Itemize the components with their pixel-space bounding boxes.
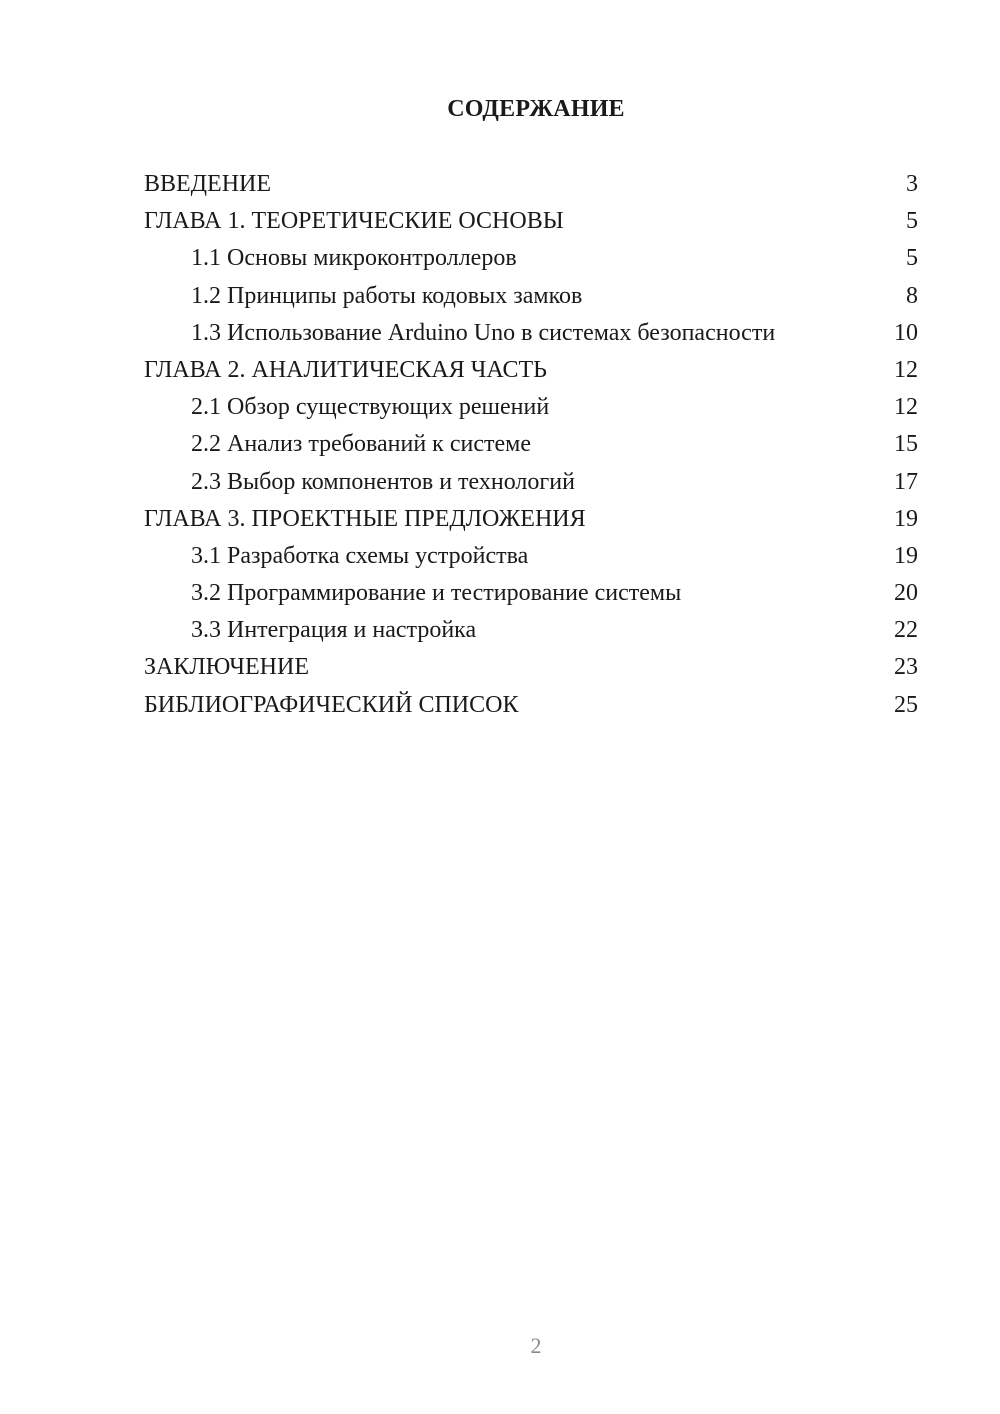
toc-entry-page: 3 xyxy=(906,171,918,197)
toc-entry-label: 2.1 Обзор существующих решений xyxy=(191,394,550,421)
toc-entry xyxy=(144,577,918,614)
page-number: 2 xyxy=(530,1333,542,1358)
toc-entry-label: ВВЕДЕНИЕ xyxy=(144,171,272,197)
table-of-contents xyxy=(144,168,918,726)
toc-entry xyxy=(144,242,918,279)
toc-entry-label: БИБЛИОГРАФИЧЕСКИЙ СПИСОК xyxy=(144,691,519,718)
toc-entry-page: 25 xyxy=(894,691,918,718)
toc-entry-label: 3.3 Интеграция и настройка xyxy=(191,617,477,644)
toc-entry xyxy=(144,540,918,577)
toc-entry-page: 5 xyxy=(906,245,918,272)
toc-entry-page: 10 xyxy=(894,319,918,346)
toc-entry xyxy=(144,168,918,205)
toc-entry-page: 17 xyxy=(894,468,918,495)
toc-entry xyxy=(144,280,918,317)
toc-entry-label: 1.1 Основы микроконтроллеров xyxy=(191,245,517,272)
toc-entry-label: 3.1 Разработка схемы устройства xyxy=(191,542,529,569)
toc-entry-label: ЗАКЛЮЧЕНИЕ xyxy=(144,654,309,681)
toc-entry xyxy=(144,317,918,354)
toc-entry xyxy=(144,614,918,651)
toc-entry-page: 12 xyxy=(894,394,918,421)
toc-entry-label: 3.2 Программирование и тестирование системы xyxy=(191,580,682,607)
toc-entry-label: ГЛАВА 1. ТЕОРЕТИЧЕСКИЕ ОСНОВЫ xyxy=(144,208,564,235)
toc-entry-page: 19 xyxy=(894,505,918,532)
toc-entry-page: 23 xyxy=(894,654,918,681)
toc-entry-label: 2.3 Выбор компонентов и технологий xyxy=(191,468,575,495)
toc-entry xyxy=(144,205,918,242)
toc-entry-page: 8 xyxy=(906,282,918,309)
toc-entry-page: 15 xyxy=(894,431,918,458)
toc-entry-label: ГЛАВА 3. ПРОЕКТНЫЕ ПРЕДЛОЖЕНИЯ xyxy=(144,505,586,532)
toc-entry-page: 12 xyxy=(894,356,918,383)
toc-entry-page: 22 xyxy=(894,617,918,644)
toc-entry-page: 5 xyxy=(906,208,918,235)
toc-entry xyxy=(144,689,918,726)
toc-entry xyxy=(144,503,918,540)
toc-title: СОДЕРЖАНИЕ xyxy=(447,96,625,122)
toc-entry-page: 19 xyxy=(894,542,918,569)
toc-entry xyxy=(144,354,918,391)
toc-entry xyxy=(144,428,918,465)
toc-entry xyxy=(144,391,918,428)
toc-entry-label: 1.2 Принципы работы кодовых замков xyxy=(191,282,583,309)
toc-entry xyxy=(144,466,918,503)
toc-entry-label: 2.2 Анализ требований к системе xyxy=(191,431,531,458)
toc-entry-label: 1.3 Использование Arduino Uno в системах безопасности xyxy=(191,319,776,346)
toc-entry-label: ГЛАВА 2. АНАЛИТИЧЕСКАЯ ЧАСТЬ xyxy=(144,356,547,383)
toc-entry-page: 20 xyxy=(894,580,918,607)
toc-entry xyxy=(144,651,918,688)
